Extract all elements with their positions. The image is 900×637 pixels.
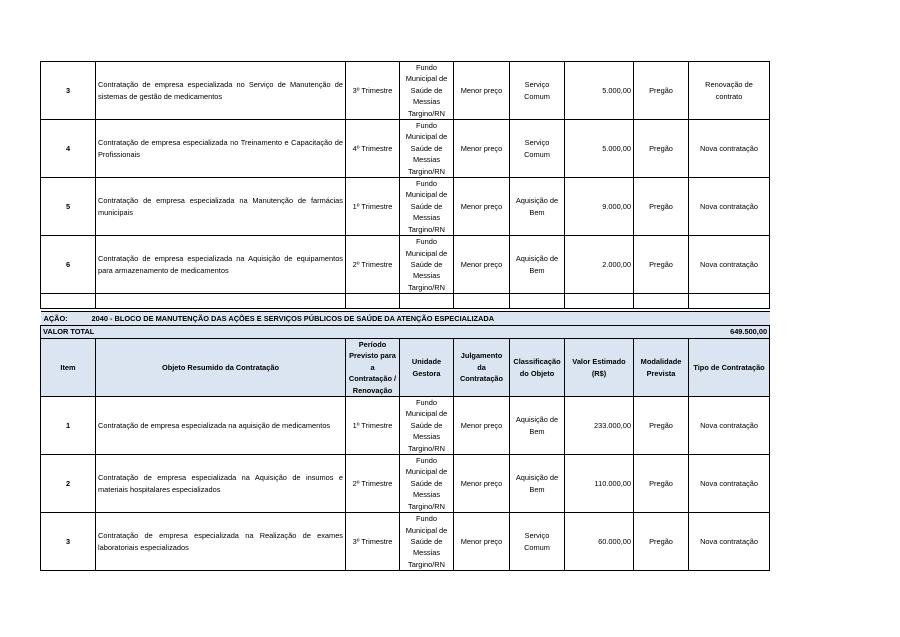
cell-modalidade: Pregão (634, 236, 689, 294)
cell-periodo: 2º Trimestre (346, 236, 400, 294)
cell-julgamento: Menor preço (454, 236, 510, 294)
cell-objeto: Contratação de empresa especializada na Realização de exames laboratoriais especializados (96, 513, 346, 571)
cell-objeto: Contratação de empresa especializada na Manutenção de farmácias municipais (96, 178, 346, 236)
cell-unidade: Fundo Municipal de Saúde de Messias Targino/RN (400, 120, 454, 178)
cell-objeto: Contratação de empresa especializada na Aquisição de insumos e materiais hospitalares especializados (96, 455, 346, 513)
table-row (41, 120, 770, 178)
cell-classificacao: Serviço Comum (510, 120, 565, 178)
table-row (41, 397, 770, 455)
header-tipo: Tipo de Contratação (689, 339, 770, 397)
cell-item: 3 (41, 513, 96, 571)
contracts-table-acao-2040 (40, 311, 770, 571)
cell-modalidade: Pregão (634, 513, 689, 571)
cell-objeto: Contratação de empresa especializada no Serviço de Manutenção de sistemas de gestão de medicamentos (96, 62, 346, 120)
acao-label: AÇÃO: (43, 313, 68, 323)
table-row (41, 62, 770, 120)
cell-unidade: Fundo Municipal de Saúde de Messias Targino/RN (400, 455, 454, 513)
header-julgamento: Julgamento da Contratação (454, 339, 510, 397)
cell-valor: 5.000,00 (565, 62, 634, 120)
cell-unidade: Fundo Municipal de Saúde de Messias Targino/RN (400, 513, 454, 571)
table-row (41, 178, 770, 236)
acao-cell (41, 312, 770, 326)
cell-tipo: Nova contratação (689, 513, 770, 571)
cell-tipo: Nova contratação (689, 236, 770, 294)
cell-unidade: Fundo Municipal de Saúde de Messias Targino/RN (400, 62, 454, 120)
cell-unidade: Fundo Municipal de Saúde de Messias Targino/RN (400, 236, 454, 294)
table-row (41, 513, 770, 571)
cell-classificacao: Aquisição de Bem (510, 397, 565, 455)
valor-total-label: VALOR TOTAL (41, 326, 346, 339)
header-unidade: Unidade Gestora (400, 339, 454, 397)
cell-item: 2 (41, 455, 96, 513)
header-classificacao: Classificação do Objeto (510, 339, 565, 397)
header-valor: Valor Estimado (R$) (565, 339, 634, 397)
table-row (41, 236, 770, 294)
cell-periodo: 1º Trimestre (346, 397, 400, 455)
cell-item: 5 (41, 178, 96, 236)
cell-modalidade: Pregão (634, 455, 689, 513)
cell-tipo: Nova contratação (689, 120, 770, 178)
cell-periodo: 2º Trimestre (346, 455, 400, 513)
table-header-row (41, 339, 770, 397)
valor-total-row (41, 326, 770, 339)
header-periodo: Período Previsto para a Contratação / Renovação (346, 339, 400, 397)
cell-julgamento: Menor preço (454, 178, 510, 236)
valor-total-value: 649.500,00 (346, 326, 770, 339)
cell-valor: 110.000,00 (565, 455, 634, 513)
cell-modalidade: Pregão (634, 120, 689, 178)
cell-periodo: 4º Trimestre (346, 120, 400, 178)
contracts-table-continued (40, 61, 770, 309)
cell-classificacao: Aquisição de Bem (510, 178, 565, 236)
cell-classificacao: Serviço Comum (510, 62, 565, 120)
cell-item: 6 (41, 236, 96, 294)
cell-tipo: Nova contratação (689, 397, 770, 455)
cell-modalidade: Pregão (634, 178, 689, 236)
cell-valor: 9.000,00 (565, 178, 634, 236)
cell-objeto: Contratação de empresa especializada na aquisição de medicamentos (96, 397, 346, 455)
cell-classificacao: Aquisição de Bem (510, 236, 565, 294)
cell-periodo: 3º Trimestre (346, 62, 400, 120)
cell-julgamento: Menor preço (454, 120, 510, 178)
cell-tipo: Nova contratação (689, 455, 770, 513)
cell-valor: 233.000,00 (565, 397, 634, 455)
header-modalidade: Modalidade Prevista (634, 339, 689, 397)
cell-julgamento: Menor preço (454, 455, 510, 513)
cell-modalidade: Pregão (634, 397, 689, 455)
header-objeto: Objeto Resumido da Contratação (96, 339, 346, 397)
acao-row (41, 312, 770, 326)
cell-item: 1 (41, 397, 96, 455)
table-row (41, 455, 770, 513)
cell-unidade: Fundo Municipal de Saúde de Messias Targino/RN (400, 397, 454, 455)
empty-row (41, 294, 770, 309)
cell-periodo: 3º Trimestre (346, 513, 400, 571)
cell-valor: 2.000,00 (565, 236, 634, 294)
cell-tipo: Nova contratação (689, 178, 770, 236)
cell-julgamento: Menor preço (454, 397, 510, 455)
cell-valor: 5.000,00 (565, 120, 634, 178)
cell-periodo: 1º Trimestre (346, 178, 400, 236)
cell-unidade: Fundo Municipal de Saúde de Messias Targino/RN (400, 178, 454, 236)
cell-julgamento: Menor preço (454, 513, 510, 571)
cell-item: 4 (41, 120, 96, 178)
cell-objeto: Contratação de empresa especializada no Treinamento e Capacitação de Profissionais (96, 120, 346, 178)
acao-text: 2040 - BLOCO DE MANUTENÇÃO DAS AÇÕES E SERVIÇOS PÚBLICOS DE SAÚDE DA ATENÇÃO ESPECIALIZADA (91, 313, 495, 323)
cell-modalidade: Pregão (634, 62, 689, 120)
header-item: Item (41, 339, 96, 397)
cell-classificacao: Aquisição de Bem (510, 455, 565, 513)
cell-item: 3 (41, 62, 96, 120)
cell-julgamento: Menor preço (454, 62, 510, 120)
cell-valor: 60.000,00 (565, 513, 634, 571)
cell-tipo: Renovação de contrato (689, 62, 770, 120)
cell-objeto: Contratação de empresa especializada na Aquisição de equipamentos para armazenamento de medicamentos (96, 236, 346, 294)
cell-classificacao: Serviço Comum (510, 513, 565, 571)
